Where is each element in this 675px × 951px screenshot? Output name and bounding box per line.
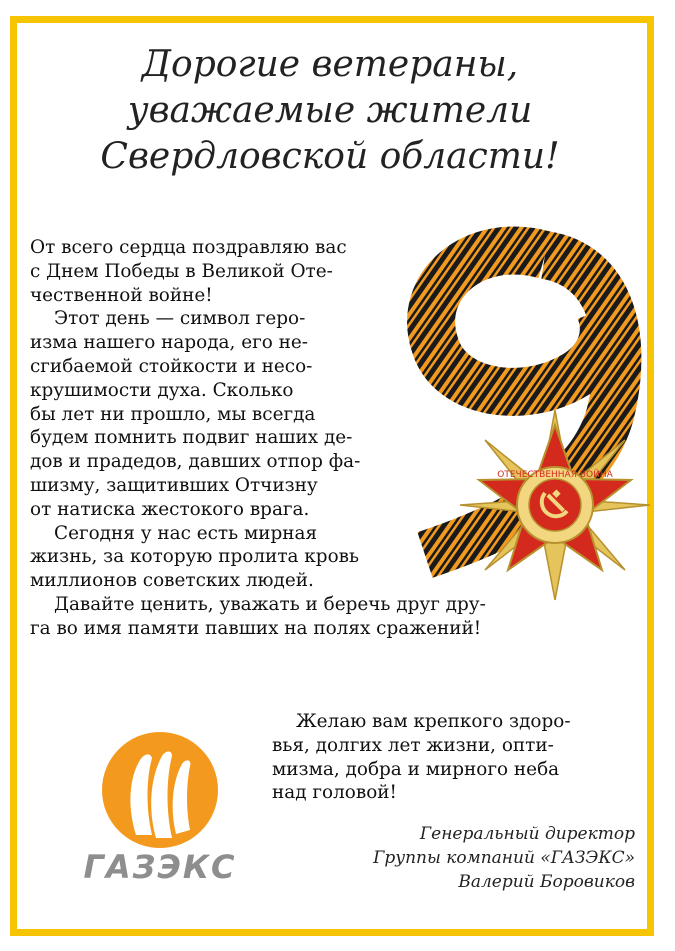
closing-wishes <box>272 710 571 805</box>
closing-line: мизма, добра и мирного неба <box>272 758 560 780</box>
medal-inscription: ОТЕЧЕСТВЕННАЯ ВОЙНА <box>497 470 613 480</box>
body-line: от натиска жестокого врага. <box>30 498 310 520</box>
signature-company: Группы компаний «ГАЗЭКС» <box>373 848 635 868</box>
body-line: дов и прадедов, давших отпор фа- <box>30 451 361 473</box>
body-line: Сегодня у нас есть мирная <box>54 522 318 544</box>
body-line: крушимости духа. Сколько <box>30 379 294 401</box>
body-line: будем помнить подвиг наших де- <box>30 427 353 449</box>
body-line: жизнь, за которую пролита кровь <box>30 546 360 568</box>
body-line: чественной войне! <box>30 284 213 306</box>
gazex-flame-icon <box>100 730 220 850</box>
closing-line: Желаю вам крепкого здоро- <box>296 711 571 732</box>
body-line: миллионов советских людей. <box>30 570 314 592</box>
body-line: изма нашего народа, его не- <box>30 332 308 354</box>
body-line: га во имя памяти павших на полях сражений! <box>30 617 482 639</box>
body-line: Давайте ценить, уважать и беречь друг дру- <box>54 593 486 615</box>
logo-wordmark: ГАЗЭКС <box>83 848 237 886</box>
title-line-3: Свердловской области! <box>100 136 560 177</box>
title-line-1: Дорогие ветераны, <box>141 44 519 85</box>
body-line: Этот день — символ геро- <box>54 308 306 330</box>
signature-name: Валерий Боровиков <box>458 872 635 892</box>
signature-title: Генеральный директор <box>419 824 635 844</box>
title-line-2: уважаемые жители <box>127 90 533 131</box>
gazex-logo <box>50 730 270 890</box>
body-line: с Днем Победы в Великой Оте- <box>30 260 333 282</box>
closing-line: вья, долгих лет жизни, опти- <box>272 734 554 756</box>
body-line: бы лет ни прошло, мы всегда <box>30 403 316 425</box>
closing-line: над головой! <box>272 782 397 804</box>
body-line: сгибаемой стойкости и несо- <box>30 355 313 377</box>
body-line: шизму, защитивших Отчизну <box>30 474 318 496</box>
body-line: От всего сердца поздравляю вас <box>30 237 347 258</box>
signature-block <box>373 822 635 894</box>
page-title <box>60 42 600 180</box>
greeting-body <box>30 236 486 641</box>
